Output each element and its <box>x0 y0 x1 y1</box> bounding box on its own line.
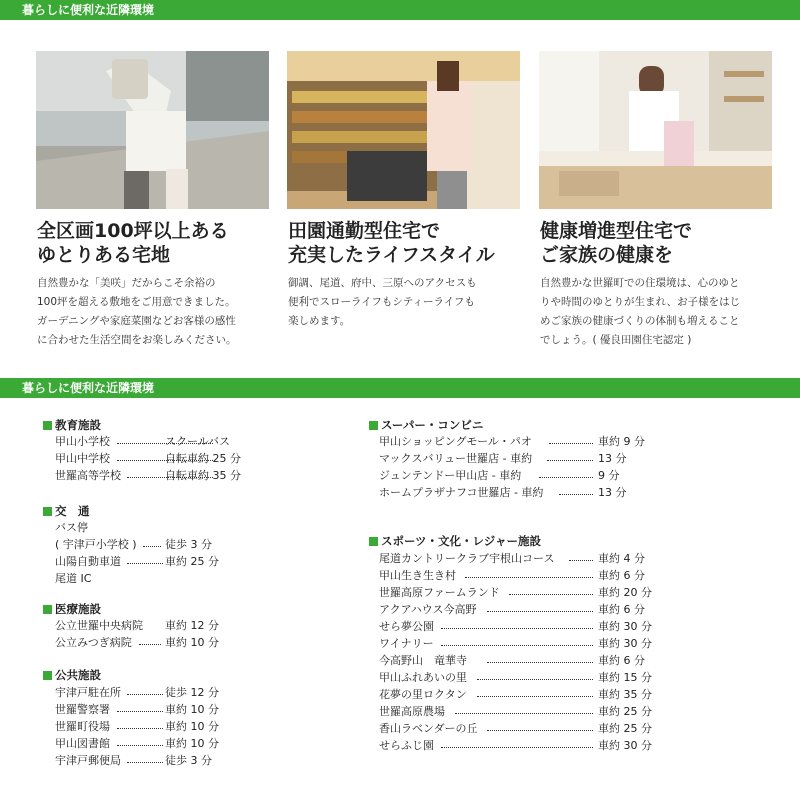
category-shopping <box>369 417 483 433</box>
list-item <box>55 467 265 484</box>
green-square-icon <box>43 671 52 680</box>
section-header-title: 暮らしに便利な近隣環境 <box>22 381 155 395</box>
facility-access: 13 分 <box>598 486 627 499</box>
category-label: 医療施設 <box>55 602 101 616</box>
leader-dots <box>143 546 161 547</box>
facility-name: バス停 <box>55 521 88 534</box>
list-item <box>379 450 669 467</box>
leader-dots <box>117 711 163 712</box>
feature-2-description <box>288 274 528 331</box>
leader-dots <box>509 594 593 595</box>
category-label: スーパー・コンビニ <box>381 418 484 432</box>
facility-name: 宇津戸駐在所 <box>55 686 121 699</box>
facility-name: マックスバリュー世羅店 - 車約 <box>379 452 533 465</box>
feature-1-desc-line: 100坪を超える敷地をご用意できました。 <box>37 296 236 308</box>
facility-name: 世羅警察署 <box>55 703 110 716</box>
list-item <box>55 752 265 769</box>
feature-2-title-line-2: 充実したライフスタイル <box>288 244 495 266</box>
list-item <box>55 701 265 718</box>
leader-dots <box>549 443 593 444</box>
feature-1-desc-line: ガーデニングや家庭菜園などお客様の感性 <box>37 315 236 327</box>
list-item <box>379 737 669 754</box>
category-label: 公共施設 <box>55 668 101 682</box>
feature-2-title-line-1: 田園通勤型住宅で <box>288 220 441 242</box>
facility-name: ジュンテンドー甲山店 - 車約 <box>379 469 522 482</box>
list-item <box>379 703 669 720</box>
facility-name: 今高野山 竜華寺 <box>379 654 467 667</box>
facility-name: 公立みつぎ病院 <box>55 636 132 649</box>
family-kitchen-photo <box>539 51 772 209</box>
list-item <box>55 553 265 570</box>
facility-name: 甲山図書館 <box>55 737 110 750</box>
list-item <box>379 567 669 584</box>
facility-access: 車約 6 分 <box>598 603 645 616</box>
list-item <box>379 433 669 450</box>
category-label: 教育施設 <box>55 418 101 432</box>
category-medical <box>43 601 101 617</box>
facility-access: 13 分 <box>598 452 627 465</box>
green-square-icon <box>43 421 52 430</box>
facility-access: 車約 25 分 <box>165 555 219 568</box>
list-item <box>55 450 265 467</box>
facility-name: 香山ラベンダーの丘 <box>379 722 478 735</box>
list-item <box>379 601 669 618</box>
leader-dots <box>487 662 593 663</box>
facility-access: 自転車約 25 分 <box>165 452 241 465</box>
leader-dots <box>441 645 593 646</box>
facility-access: 徒歩 12 分 <box>165 686 219 699</box>
category-leisure <box>369 533 541 549</box>
facility-access: 車約 25 分 <box>598 705 652 718</box>
feature-1-title-line-1: 全区画100坪以上ある <box>37 220 229 242</box>
top-header-title: 暮らしに便利な近隣環境 <box>22 3 155 17</box>
green-square-icon <box>369 421 378 430</box>
green-square-icon <box>369 537 378 546</box>
facility-name: せら夢公園 <box>379 620 434 633</box>
list-item <box>379 635 669 652</box>
facility-name: 世羅高等学校 <box>55 469 121 482</box>
feature-3-description <box>540 274 780 350</box>
feature-2-desc-line: 楽しめます。 <box>288 315 351 327</box>
facility-access: 徒歩 3 分 <box>165 754 212 767</box>
facility-access: 車約 12 分 <box>165 619 219 632</box>
facility-name: 甲山中学校 <box>55 452 110 465</box>
feature-2-desc-line: 便利でスローライフもシティーライフも <box>288 296 475 308</box>
leader-dots <box>127 762 163 763</box>
facility-name: 公立世羅中央病院 <box>55 619 143 632</box>
green-square-icon <box>43 605 52 614</box>
leader-dots <box>465 577 593 578</box>
top-header-bar <box>0 0 800 20</box>
leader-dots <box>487 730 593 731</box>
facility-name: 花夢の里ロクタン <box>379 688 467 701</box>
facility-name: 甲山小学校 <box>55 435 110 448</box>
list-item <box>55 684 265 701</box>
leader-dots <box>455 713 593 714</box>
list-item <box>55 718 265 735</box>
facility-access: 車約 20 分 <box>598 586 652 599</box>
list-item <box>379 484 669 501</box>
facility-access: 徒歩 3 分 <box>165 538 212 551</box>
facility-name: ( 宇津戸小学校 ) <box>55 538 137 551</box>
list-item <box>55 519 265 536</box>
facility-name: 尾道カントリークラブ宇根山コース <box>379 552 555 565</box>
facility-name: 世羅高原農場 <box>379 705 445 718</box>
leader-dots <box>477 696 593 697</box>
feature-3-desc-line: でしょう。( 優良田園住宅認定 ) <box>540 334 692 346</box>
list-item <box>379 720 669 737</box>
facility-access: 自転車約 35 分 <box>165 469 241 482</box>
leader-dots <box>117 745 163 746</box>
facility-access: スクールバス <box>165 435 231 448</box>
section-header-bar <box>0 378 800 398</box>
list-item <box>55 617 265 634</box>
facility-name: 甲山生き生き村 <box>379 569 456 582</box>
facility-name: 山陽自動車道 <box>55 555 121 568</box>
leader-dots <box>127 694 163 695</box>
list-item <box>379 550 669 567</box>
list-item <box>379 652 669 669</box>
category-education <box>43 417 101 433</box>
feature-1-title-line-2: ゆとりある宅地 <box>37 244 171 266</box>
facility-access: 車約 30 分 <box>598 620 652 633</box>
list-item <box>379 584 669 601</box>
facility-name: 尾道 IC <box>55 572 92 585</box>
feature-3-title <box>540 219 790 267</box>
feature-3-title-line-1: 健康増進型住宅で <box>540 220 693 242</box>
facility-name: ホームプラザナフコ世羅店 - 車約 <box>379 486 544 499</box>
leader-dots <box>441 628 593 629</box>
facility-access: 車約 10 分 <box>165 636 219 649</box>
facility-name: 甲山ショッピングモール・パオ <box>379 435 532 448</box>
category-transport <box>43 503 90 519</box>
facility-access: 車約 9 分 <box>598 435 645 448</box>
list-item <box>379 686 669 703</box>
facility-access: 車約 6 分 <box>598 569 645 582</box>
green-square-icon <box>43 507 52 516</box>
facility-name: せらふじ園 <box>379 739 434 752</box>
feature-2-title <box>288 219 538 267</box>
leader-dots <box>559 494 593 495</box>
list-item <box>379 618 669 635</box>
list-item <box>379 669 669 686</box>
facility-name: 甲山ふれあいの里 <box>379 671 467 684</box>
category-label: スポーツ・文化・レジャー施設 <box>381 534 542 548</box>
facility-access: 車約 6 分 <box>598 654 645 667</box>
feature-3-desc-line: めご家族の健康づくりの体制も増えること <box>540 315 740 327</box>
feature-1-title <box>37 219 287 267</box>
leader-dots <box>127 563 163 564</box>
facility-access: 車約 30 分 <box>598 637 652 650</box>
facility-access: 車約 10 分 <box>165 703 219 716</box>
facility-name: 宇津戸郵便局 <box>55 754 121 767</box>
facility-name: 世羅高原ファームランド <box>379 586 500 599</box>
category-label: 交 通 <box>55 504 90 518</box>
facility-access: 9 分 <box>598 469 620 482</box>
facility-access: 車約 30 分 <box>598 739 652 752</box>
facility-name: ワイナリー <box>379 637 434 650</box>
list-item <box>55 536 265 553</box>
facility-access: 車約 35 分 <box>598 688 652 701</box>
leader-dots <box>569 560 593 561</box>
facility-access: 車約 10 分 <box>165 737 219 750</box>
list-item <box>55 735 265 752</box>
leader-dots <box>139 644 161 645</box>
facility-access: 車約 10 分 <box>165 720 219 733</box>
facility-access: 車約 25 分 <box>598 722 652 735</box>
feature-3-desc-line: 自然豊かな世羅町での住環境は、心のゆと <box>540 277 740 289</box>
category-public <box>43 667 101 683</box>
feature-1-description <box>37 274 277 350</box>
facility-name: 世羅町役場 <box>55 720 110 733</box>
supermarket-shopping-photo <box>287 51 520 209</box>
list-item <box>379 467 669 484</box>
facility-access: 車約 4 分 <box>598 552 645 565</box>
leader-dots <box>547 460 593 461</box>
feature-1-desc-line: に合わせた生活空間をお楽しみください。 <box>37 334 237 346</box>
woman-walking-photo <box>36 51 269 209</box>
list-item <box>55 570 265 587</box>
feature-3-desc-line: りや時間のゆとりが生まれ、お子様をはじ <box>540 296 741 308</box>
feature-2-desc-line: 御調、尾道、府中、三原へのアクセスも <box>288 277 477 289</box>
feature-3-title-line-2: ご家族の健康を <box>540 244 674 266</box>
leader-dots <box>477 679 593 680</box>
facility-name: アクアハウス今高野 <box>379 603 477 616</box>
feature-1-desc-line: 自然豊かな「美咲」だからこそ余裕の <box>37 277 216 289</box>
leader-dots <box>487 611 593 612</box>
list-item <box>55 634 265 651</box>
leader-dots <box>117 728 163 729</box>
leader-dots <box>441 747 593 748</box>
facility-access: 車約 15 分 <box>598 671 652 684</box>
leader-dots <box>539 477 593 478</box>
list-item <box>55 433 265 450</box>
